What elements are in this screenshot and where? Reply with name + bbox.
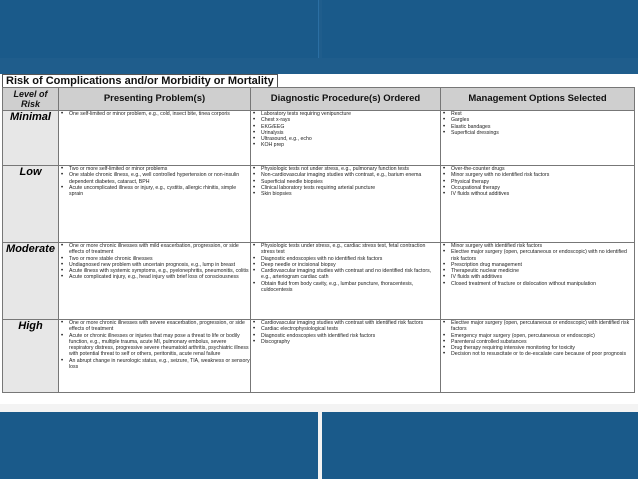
diagnostics-cell xyxy=(251,320,441,393)
list-item: • Undiagnosed new problem with uncertain prognosis, e.g., lump in breast xyxy=(69,262,250,268)
list-item: • Emergency major surgery (open, percutaneous or endoscopic) xyxy=(451,333,634,339)
problems-list xyxy=(59,166,250,197)
list-item: • Minor surgery with identified risk factors xyxy=(451,243,634,249)
diagnostics-list xyxy=(251,166,440,197)
list-item: • Cardiac electrophysiological tests xyxy=(261,326,440,332)
list-item: • Elastic bandages xyxy=(451,124,634,130)
list-item: • Diagnostic endoscopies with no identified risk factors xyxy=(261,256,440,262)
risk-table-document xyxy=(0,74,638,404)
list-item: • Physiologic tests under stress, e.g., cardiac stress test, fetal contraction stress test xyxy=(261,243,440,256)
header-level: Level of Risk xyxy=(3,88,59,111)
list-item: • Ultrasound, e.g., echo xyxy=(261,136,440,142)
risk-level-cell: Minimal xyxy=(3,111,59,166)
list-item: • Physical therapy xyxy=(451,179,634,185)
management-cell xyxy=(441,320,635,393)
list-item: • KOH prep xyxy=(261,142,440,148)
list-item: • Acute or chronic illnesses or injuries that may pose a threat to life or bodily function, e.g., multiple trauma, acute MI, pulmonary embolus, severe respiratory distress, progressive severe rheumatoid arthritis, psychiatric illness with potential threat to self or others, peritonitis, acute renal failure xyxy=(69,333,250,358)
list-item: • EKG/EEG xyxy=(261,124,440,130)
footer-panel-left xyxy=(0,412,318,479)
table-header-row xyxy=(3,88,635,111)
risk-level-cell: Low xyxy=(3,166,59,243)
list-item: • Diagnostic endoscopies with identified risk factors xyxy=(261,333,440,339)
header-panel-left xyxy=(0,0,319,58)
list-item: • Acute uncomplicated illness or injury, e.g., cystitis, allergic rhinitis, simple sprain xyxy=(69,185,250,198)
list-item: • Rest xyxy=(451,111,634,117)
table-body xyxy=(3,111,635,393)
problems-cell xyxy=(59,243,251,320)
management-list xyxy=(441,166,634,197)
list-item: • One or more chronic illnesses with severe exacerbation, progression, or side effects of treatment xyxy=(69,320,250,333)
list-item: • Over-the-counter drugs xyxy=(451,166,634,172)
list-item: • Acute complicated injury, e.g., head injury with brief loss of consciousness xyxy=(69,274,250,280)
list-item: • One stable chronic illness, e.g., well controlled hypertension or non-insulin dependent diabetes, cataract, BPH xyxy=(69,172,250,185)
list-item: • Elective major surgery (open, percutaneous or endoscopic) with identified risk factors xyxy=(451,320,634,333)
list-item: • Occupational therapy xyxy=(451,185,634,191)
list-item: • One or more chronic illnesses with mild exacerbation, progression, or side effects of treatment xyxy=(69,243,250,256)
table-row xyxy=(3,111,635,166)
risk-level-cell: Moderate xyxy=(3,243,59,320)
diagnostics-cell xyxy=(251,166,441,243)
management-cell xyxy=(441,111,635,166)
list-item: • Deep needle or incisional biopsy xyxy=(261,262,440,268)
management-cell xyxy=(441,243,635,320)
header-problems: Presenting Problem(s) xyxy=(59,88,251,111)
list-item: • Acute illness with systemic symptoms, e.g., pyelonephritis, pneumonitis, colitis xyxy=(69,268,250,274)
footer-panel-right xyxy=(322,412,638,479)
management-list xyxy=(441,243,634,287)
list-item: • Cardiovascular imaging studies with contrast and no identified risk factors, e.g., arteriogram cardiac cath xyxy=(261,268,440,281)
list-item: • Prescription drug management xyxy=(451,262,634,268)
list-item: • Physiologic tests not under stress, e.g., pulmonary function tests xyxy=(261,166,440,172)
header-diagnostics: Diagnostic Procedure(s) Ordered xyxy=(251,88,441,111)
list-item: • Decision not to resuscitate or to de-escalate care because of poor prognosis xyxy=(451,351,634,357)
diagnostics-list xyxy=(251,111,440,149)
list-item: • Therapeutic nuclear medicine xyxy=(451,268,634,274)
list-item: • Skin biopsies xyxy=(261,191,440,197)
problems-list xyxy=(59,243,250,281)
list-item: • Laboratory tests requiring venipuncture xyxy=(261,111,440,117)
table-title: Risk of Complications and/or Morbidity or Mortality xyxy=(2,74,278,88)
header-management: Management Options Selected xyxy=(441,88,635,111)
problems-cell xyxy=(59,111,251,166)
list-item: • Obtain fluid from body cavity, e.g., lumbar puncture, thoracentesis, culdocentesis xyxy=(261,281,440,294)
list-item: • Urinalysis xyxy=(261,130,440,136)
problems-cell xyxy=(59,320,251,393)
list-item: • Minor surgery with no identified risk factors xyxy=(451,172,634,178)
management-list xyxy=(441,320,634,358)
list-item: • Closed treatment of fracture or dislocation without manipulation xyxy=(451,281,634,287)
list-item: • Superficial needle biopsies xyxy=(261,179,440,185)
table-row xyxy=(3,243,635,320)
problems-list xyxy=(59,320,250,370)
table-row xyxy=(3,166,635,243)
list-item: • Parenteral controlled substances xyxy=(451,339,634,345)
list-item: • Cardiovascular imaging studies with contrast with identified risk factors xyxy=(261,320,440,326)
list-item: • An abrupt change in neurologic status, e.g., seizure, TIA, weakness or sensory loss xyxy=(69,358,250,371)
table-row xyxy=(3,320,635,393)
list-item: • Non-cardiovascular imaging studies with contrast, e.g., barium enema xyxy=(261,172,440,178)
list-item: • Superficial dressings xyxy=(451,130,634,136)
list-item: • Chest x-rays xyxy=(261,117,440,123)
list-item: • One self-limited or minor problem, e.g., cold, insect bite, tinea corporis xyxy=(69,111,250,117)
list-item: • IV fluids with additives xyxy=(451,274,634,280)
list-item: • Elective major surgery (open, percutaneous or endoscopic) with no identified risk factors xyxy=(451,249,634,262)
list-item: • Drug therapy requiring intensive monitoring for toxicity xyxy=(451,345,634,351)
management-list xyxy=(441,111,634,136)
diagnostics-cell xyxy=(251,243,441,320)
list-item: • Gargles xyxy=(451,117,634,123)
header-panel-right xyxy=(322,0,638,58)
diagnostics-cell xyxy=(251,111,441,166)
management-cell xyxy=(441,166,635,243)
diagnostics-list xyxy=(251,320,440,345)
list-item: • Discography xyxy=(261,339,440,345)
list-item: • Two or more stable chronic illnesses xyxy=(69,256,250,262)
risk-table xyxy=(2,87,635,393)
problems-list xyxy=(59,111,250,117)
risk-level-cell: High xyxy=(3,320,59,393)
list-item: • Two or more self-limited or minor problems xyxy=(69,166,250,172)
list-item: • Clinical laboratory tests requiring arterial puncture xyxy=(261,185,440,191)
problems-cell xyxy=(59,166,251,243)
diagnostics-list xyxy=(251,243,440,293)
list-item: • IV fluids without additives xyxy=(451,191,634,197)
